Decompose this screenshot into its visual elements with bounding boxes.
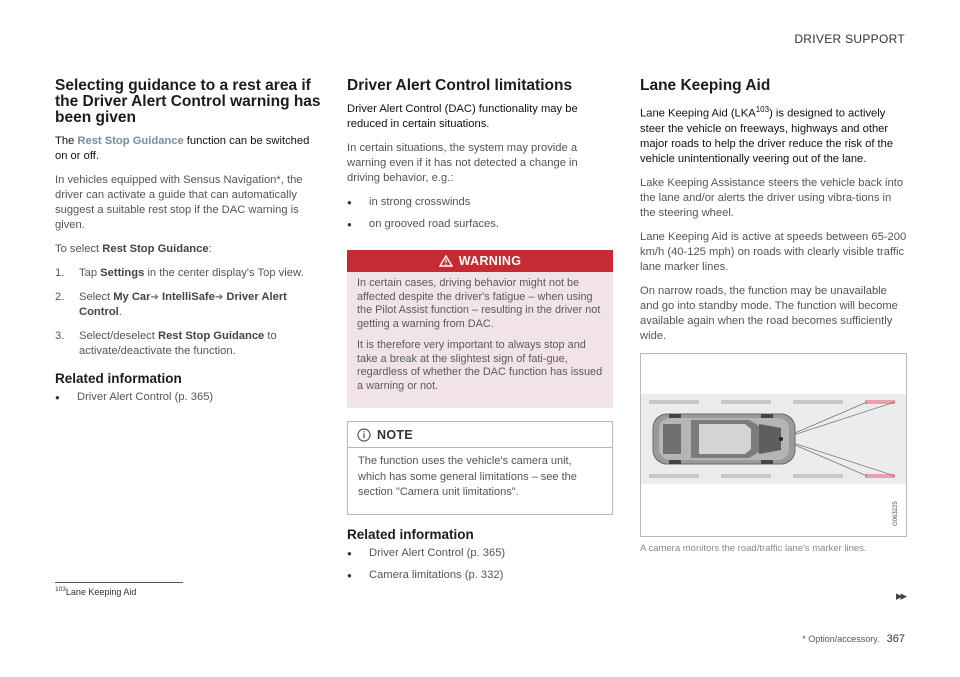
list-item: ● on grooved road surfaces.	[347, 218, 499, 230]
option-note: * Option/accessory.	[802, 634, 880, 644]
related-list	[347, 546, 613, 583]
warning-header	[347, 250, 613, 272]
page-number: 367	[886, 633, 905, 645]
info-icon	[357, 428, 371, 442]
related-link[interactable]: ● Driver Alert Control (p. 365)	[347, 546, 506, 559]
lead-paragraph: Driver Alert Control (DAC) functionality may be reduced in certain situations.	[347, 103, 578, 130]
body-paragraph: In certain situations, the system may provide a warning even if it has not detected a change in driving behavior, e.g.:	[347, 142, 578, 184]
bullet-icon: ●	[347, 198, 352, 207]
warning-box	[347, 250, 613, 408]
related-list	[55, 390, 323, 405]
body-paragraph: On narrow roads, the function may be unavailable and go into standby mode. The function will become available again when the road becomes sufficiently wide.	[640, 284, 898, 342]
column-dac-limitations	[347, 78, 613, 590]
bullet-icon: ●	[347, 570, 352, 580]
list-item: ● in strong crosswinds	[347, 196, 471, 208]
footnote-divider	[55, 582, 183, 583]
note-box	[347, 421, 613, 515]
related-title: Related information	[347, 526, 474, 542]
body-paragraph: Lake Keeping Assistance steers the vehicle back into the lane and/or alerts the driver using vibra-tions in the steering wheel.	[640, 176, 904, 219]
body-paragraph: In vehicles equipped with Sensus Navigation*, the driver can activate a guide that can automatically suggest a suitable rest stop if the DAC warning is given.	[55, 174, 303, 231]
bullet-icon: ●	[55, 393, 60, 402]
bullet-icon: ●	[347, 548, 352, 558]
figure-caption: A camera monitors the road/traffic lane's marker lines.	[640, 542, 867, 554]
body-paragraph: Lane Keeping Aid is active at speeds between 65-200 km/h (40-125 mph) on roads with clearly visible traffic lane marker lines.	[640, 230, 907, 273]
car-icon	[653, 414, 795, 464]
footnote: $^{103}$Lane Keeping Aid	[55, 586, 137, 597]
step-item: 3. Select/deselect Rest Stop Guidance to activate/deactivate the function.	[55, 330, 277, 357]
note-text: The function uses the vehicle's camera unit, which has some general limitations – see the section "Camera unit limitations".	[358, 455, 577, 498]
column-lane-keeping-aid	[640, 78, 908, 554]
figure-code: G063225	[893, 501, 899, 526]
section-header: DRIVER SUPPORT	[794, 32, 905, 46]
arrow-right-icon: ➔	[150, 292, 159, 303]
function-name: Rest Stop Guidance	[77, 135, 184, 147]
column-rest-stop	[55, 78, 323, 412]
footnote-ref[interactable]: 103	[755, 105, 770, 114]
page-footer	[802, 633, 905, 645]
warning-text: In certain cases, driving behavior might not be affected despite the driver's fatigue – when using the Pilot Assist function – resulting in the driver not getting a warning from DAC.	[357, 277, 601, 330]
related-link[interactable]: ● Driver Alert Control (p. 365)	[55, 391, 214, 403]
related-link[interactable]: ● Camera limitations (p. 332)	[347, 568, 504, 581]
step-item: 2. Select My Car➔ IntelliSafe➔ Driver Alert Control.	[55, 291, 287, 318]
warning-text: It is therefore very important to always stop and take a break at the slightest sign of fati-gue, regardless of whether the DAC function has issued a warning or not.	[357, 339, 603, 392]
steps-list	[55, 266, 323, 359]
step-item: 1. Tap Settings in the center display's Top view.	[55, 267, 304, 279]
bullet-icon: ●	[347, 220, 352, 229]
section-title: Lane Keeping Aid	[640, 77, 771, 94]
note-label: NOTE	[377, 427, 413, 442]
situation-list	[347, 195, 613, 232]
select-instruction: To select Rest Stop Guidance:	[55, 243, 212, 255]
section-title: Driver Alert Control limitations	[347, 77, 573, 94]
note-header	[348, 422, 612, 448]
arrow-right-icon: ➔	[214, 292, 224, 303]
warning-triangle-icon	[439, 255, 453, 267]
car-lane-diagram	[641, 354, 906, 536]
related-title: Related information	[55, 371, 182, 386]
section-title: Selecting guidance to a rest area if the Driver Alert Control warning has been given	[55, 77, 321, 126]
lead-paragraph: Lane Keeping Aid (LKA$^{103}$) is designed to actively steer the vehicle on freeways, highways and other major roads to help the driver reduce the risk of the vehicle unintentionally veering out of the lane.	[640, 105, 894, 165]
next-page-icon[interactable]: ▸▸	[895, 588, 905, 603]
intro-paragraph: The Rest Stop Guidance function can be switched on or off.	[55, 135, 310, 162]
warning-label: WARNING	[458, 254, 522, 268]
lane-camera-illustration	[640, 353, 907, 537]
